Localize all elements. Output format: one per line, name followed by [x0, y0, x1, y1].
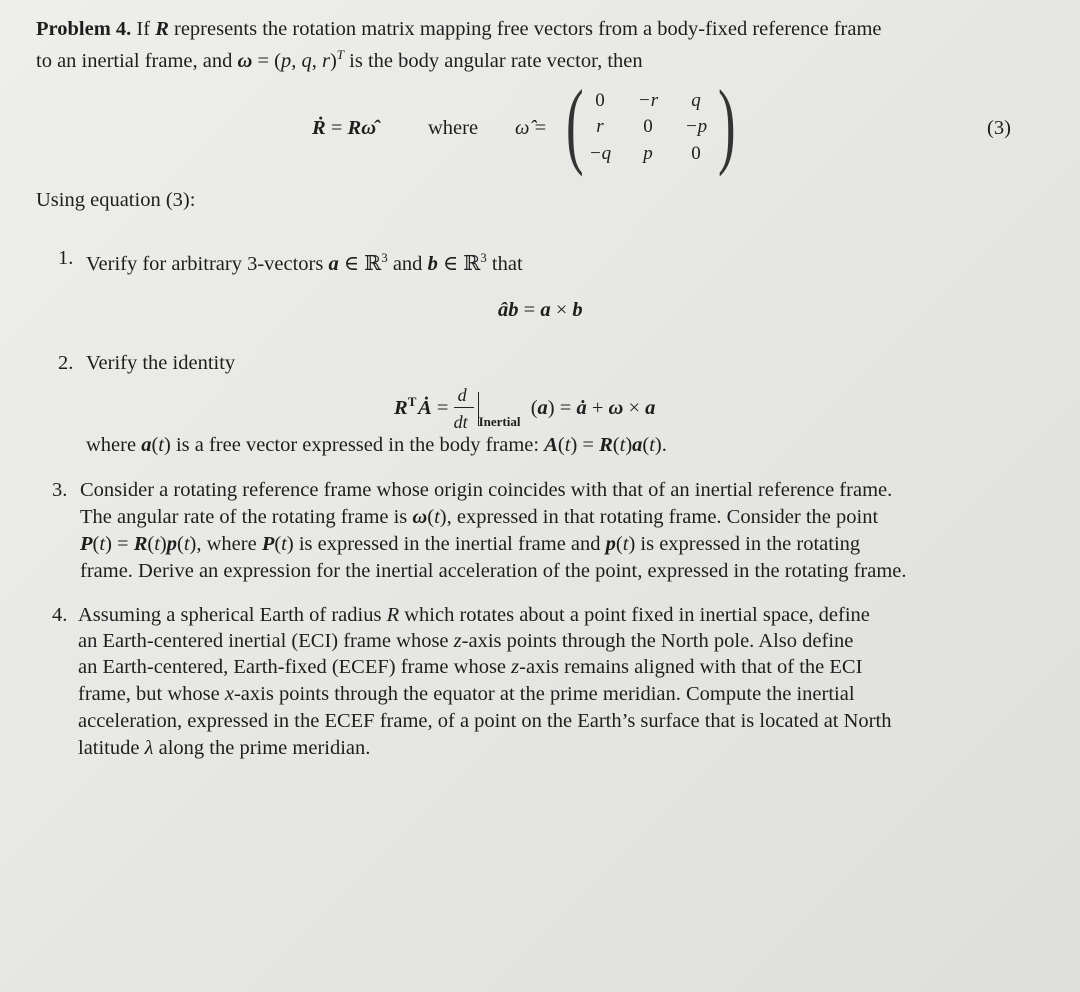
using-equation-label: Using equation (3): — [36, 189, 196, 211]
problem-intro-line1: Problem 4. If R represents the rotation matrix mapping free vectors from a body-fixed reference frame — [36, 18, 882, 40]
matrix-cell-3-1: −q — [588, 143, 612, 164]
item-1-number: 1. — [58, 247, 74, 269]
item-2-number: 2. — [58, 352, 74, 374]
matrix-left-paren: ( — [566, 70, 584, 177]
matrix-cell-2-3: −p — [684, 116, 708, 137]
item-3-line2: The angular rate of the rotating frame is ω(t), expressed in that rotating frame. Consider the point — [80, 506, 879, 528]
equation3-lhs: Ṙ = Rω̂ — [312, 117, 377, 139]
problem-intro-line2: to an inertial frame, and ω = (p, q, r)$^T$ is the body angular rate vector, then — [36, 47, 643, 72]
item-1-text: Verify for arbitrary 3-vectors a ∈ ℝ$^3$ and b ∈ ℝ$^3$ that — [86, 250, 523, 275]
equation3-where: where — [428, 117, 479, 139]
item-1-equation: âb = a × b — [498, 299, 583, 321]
item-2-equation: $R^T$ Ȧ = $\frac{d}{dt}$ $_{Inertial}$ (a) = ȧ + ω × a — [394, 385, 656, 433]
item-4-line2: an Earth-centered inertial (ECI) frame whose z-axis points through the North pole. Also define — [78, 630, 854, 652]
matrix-right-paren: ) — [718, 70, 736, 177]
matrix-cell-1-1: 0 — [595, 90, 605, 111]
item-3-line1: Consider a rotating reference frame whose origin coincides with that of an inertial reference frame. — [80, 479, 893, 501]
item-3-line4: frame. Derive an expression for the inertial acceleration of the point, expressed in the rotating frame. — [80, 560, 907, 582]
matrix-cell-2-2: 0 — [643, 116, 653, 137]
item-4-line5: acceleration, expressed in the ECEF frame, of a point on the Earth’s surface that is located at North — [78, 710, 892, 732]
equation3-omega-hat: ω̂ = — [515, 117, 547, 139]
matrix-cell-1-3: q — [691, 90, 701, 111]
item-4-line4: frame, but whose x-axis points through the equator at the prime meridian. Compute the inertial — [78, 683, 855, 705]
item-4-number: 4. — [52, 604, 68, 626]
item-2-where: where a(t) is a free vector expressed in the body frame: A(t) = R(t)a(t). — [86, 434, 667, 456]
item-2-text: Verify the identity — [86, 352, 236, 374]
equation-number: (3) — [987, 117, 1011, 139]
item-3-number: 3. — [52, 479, 68, 501]
matrix-cell-2-1: r — [596, 116, 604, 137]
problem-label: Problem 4. — [36, 18, 132, 40]
item-4-line1: Assuming a spherical Earth of radius R which rotates about a point fixed in inertial space, define — [78, 604, 870, 626]
item-4-line6: latitude λ along the prime meridian. — [78, 737, 371, 759]
item-4-line3: an Earth-centered, Earth-fixed (ECEF) frame whose z-axis remains aligned with that of the ECI — [78, 656, 863, 678]
matrix-cell-3-3: 0 — [691, 143, 701, 164]
item-3-line3: P(t) = R(t)p(t), where P(t) is expressed in the inertial frame and p(t) is expressed in the rotating — [80, 533, 861, 555]
omega-hat-matrix — [583, 88, 733, 170]
matrix-cell-1-2: −r — [637, 90, 659, 111]
matrix-cell-3-2: p — [643, 143, 653, 164]
